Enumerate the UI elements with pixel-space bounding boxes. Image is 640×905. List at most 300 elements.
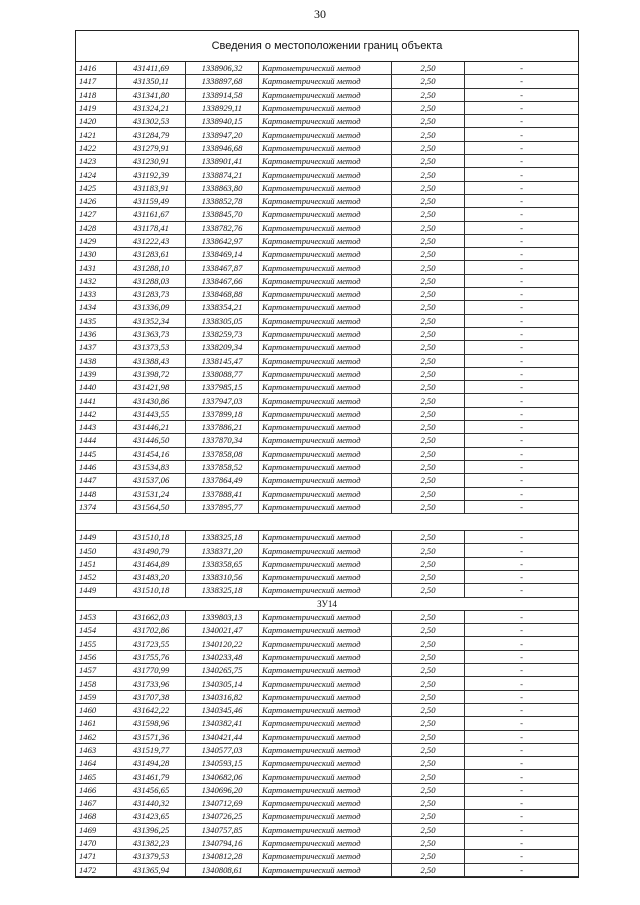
y-coordinate-cell: 1338947,20	[186, 128, 259, 141]
accuracy-cell: 2,50	[392, 717, 465, 730]
y-coordinate-cell: 1338468,88	[186, 288, 259, 301]
note-cell: -	[465, 703, 579, 716]
note-cell: -	[465, 836, 579, 849]
table-row	[76, 584, 578, 597]
method-cell: Картометрический метод	[259, 288, 392, 301]
accuracy-cell: 2,50	[392, 690, 465, 703]
point-number-cell: 1463	[76, 743, 117, 756]
y-coordinate-cell: 1340305,14	[186, 677, 259, 690]
accuracy-cell: 2,50	[392, 624, 465, 637]
table-row	[76, 664, 578, 677]
note-cell: -	[465, 584, 579, 597]
note-cell: -	[465, 823, 579, 836]
method-cell: Картометрический метод	[259, 261, 392, 274]
method-cell: Картометрический метод	[259, 730, 392, 743]
point-number-cell: 1460	[76, 703, 117, 716]
table-row	[76, 544, 578, 557]
point-number-cell: 1468	[76, 810, 117, 823]
table-spacer-row	[76, 514, 578, 531]
x-coordinate-cell: 431464,89	[117, 557, 186, 570]
method-cell: Картометрический метод	[259, 544, 392, 557]
x-coordinate-cell: 431733,96	[117, 677, 186, 690]
table-row	[76, 810, 578, 823]
method-cell: Картометрический метод	[259, 75, 392, 88]
table-row	[76, 531, 578, 544]
accuracy-cell: 2,50	[392, 783, 465, 796]
x-coordinate-cell: 431159,49	[117, 194, 186, 207]
note-cell: -	[465, 288, 579, 301]
y-coordinate-cell: 1338467,66	[186, 274, 259, 287]
x-coordinate-cell: 431411,69	[117, 62, 186, 75]
y-coordinate-cell: 1340712,69	[186, 797, 259, 810]
method-cell: Картометрический метод	[259, 367, 392, 380]
note-cell: -	[465, 155, 579, 168]
y-coordinate-cell: 1338914,58	[186, 88, 259, 101]
method-cell: Картометрический метод	[259, 487, 392, 500]
y-coordinate-cell: 1338209,34	[186, 341, 259, 354]
table-row	[76, 194, 578, 207]
table-row	[76, 570, 578, 583]
table-row	[76, 557, 578, 570]
x-coordinate-cell: 431430,86	[117, 394, 186, 407]
x-coordinate-cell: 431446,21	[117, 421, 186, 434]
x-coordinate-cell: 431443,55	[117, 407, 186, 420]
table-row	[76, 677, 578, 690]
method-cell: Картометрический метод	[259, 447, 392, 460]
note-cell: -	[465, 381, 579, 394]
accuracy-cell: 2,50	[392, 341, 465, 354]
y-coordinate-cell: 1340120,22	[186, 637, 259, 650]
table-row	[76, 327, 578, 340]
note-cell: -	[465, 168, 579, 181]
point-number-cell: 1441	[76, 394, 117, 407]
table-row	[76, 234, 578, 247]
accuracy-cell: 2,50	[392, 234, 465, 247]
table-row	[76, 823, 578, 836]
accuracy-cell: 2,50	[392, 221, 465, 234]
point-number-cell: 1439	[76, 367, 117, 380]
accuracy-cell: 2,50	[392, 421, 465, 434]
method-cell: Картометрический метод	[259, 234, 392, 247]
accuracy-cell: 2,50	[392, 610, 465, 623]
note-cell: -	[465, 141, 579, 154]
accuracy-cell: 2,50	[392, 128, 465, 141]
table-row	[76, 637, 578, 650]
y-coordinate-cell: 1337886,21	[186, 421, 259, 434]
section-label: ЗУ14	[76, 597, 578, 610]
table-row	[76, 690, 578, 703]
method-cell: Картометрический метод	[259, 88, 392, 101]
method-cell: Картометрический метод	[259, 155, 392, 168]
y-coordinate-cell: 1338354,21	[186, 301, 259, 314]
point-number-cell: 1445	[76, 447, 117, 460]
method-cell: Картометрический метод	[259, 570, 392, 583]
method-cell: Картометрический метод	[259, 823, 392, 836]
y-coordinate-cell: 1340808,61	[186, 863, 259, 876]
x-coordinate-cell: 431396,25	[117, 823, 186, 836]
point-number-cell: 1451	[76, 557, 117, 570]
table-title: Сведения о местоположении границ объекта	[76, 31, 578, 62]
accuracy-cell: 2,50	[392, 850, 465, 863]
x-coordinate-cell: 431388,43	[117, 354, 186, 367]
y-coordinate-cell: 1338642,97	[186, 234, 259, 247]
y-coordinate-cell: 1340316,82	[186, 690, 259, 703]
accuracy-cell: 2,50	[392, 314, 465, 327]
point-number-cell: 1450	[76, 544, 117, 557]
table-row	[76, 101, 578, 114]
x-coordinate-cell: 431183,91	[117, 181, 186, 194]
y-coordinate-cell: 1340233,48	[186, 650, 259, 663]
accuracy-cell: 2,50	[392, 194, 465, 207]
method-cell: Картометрический метод	[259, 62, 392, 75]
note-cell: -	[465, 487, 579, 500]
y-coordinate-cell: 1338901,41	[186, 155, 259, 168]
x-coordinate-cell: 431598,96	[117, 717, 186, 730]
note-cell: -	[465, 570, 579, 583]
table-row	[76, 181, 578, 194]
x-coordinate-cell: 431564,50	[117, 500, 186, 513]
method-cell: Картометрический метод	[259, 168, 392, 181]
note-cell: -	[465, 208, 579, 221]
x-coordinate-cell: 431490,79	[117, 544, 186, 557]
y-coordinate-cell: 1338782,76	[186, 221, 259, 234]
point-number-cell: 1461	[76, 717, 117, 730]
method-cell: Картометрический метод	[259, 181, 392, 194]
accuracy-cell: 2,50	[392, 288, 465, 301]
x-coordinate-cell: 431192,39	[117, 168, 186, 181]
point-number-cell: 1433	[76, 288, 117, 301]
note-cell: -	[465, 434, 579, 447]
point-number-cell: 1427	[76, 208, 117, 221]
point-number-cell: 1434	[76, 301, 117, 314]
point-number-cell: 1442	[76, 407, 117, 420]
point-number-cell: 1422	[76, 141, 117, 154]
y-coordinate-cell: 1338325,18	[186, 531, 259, 544]
note-cell: -	[465, 757, 579, 770]
accuracy-cell: 2,50	[392, 500, 465, 513]
point-number-cell: 1455	[76, 637, 117, 650]
point-number-cell: 1419	[76, 101, 117, 114]
y-coordinate-cell: 1339803,13	[186, 610, 259, 623]
point-number-cell: 1437	[76, 341, 117, 354]
method-cell: Картометрический метод	[259, 650, 392, 663]
point-number-cell: 1449	[76, 531, 117, 544]
point-number-cell: 1423	[76, 155, 117, 168]
point-number-cell: 1471	[76, 850, 117, 863]
x-coordinate-cell: 431279,91	[117, 141, 186, 154]
method-cell: Картометрический метод	[259, 810, 392, 823]
note-cell: -	[465, 274, 579, 287]
y-coordinate-cell: 1338305,05	[186, 314, 259, 327]
x-coordinate-cell: 431571,36	[117, 730, 186, 743]
method-cell: Картометрический метод	[259, 717, 392, 730]
point-number-cell: 1430	[76, 248, 117, 261]
y-coordinate-cell: 1338906,32	[186, 62, 259, 75]
table-row	[76, 500, 578, 513]
accuracy-cell: 2,50	[392, 155, 465, 168]
y-coordinate-cell: 1338088,77	[186, 367, 259, 380]
x-coordinate-cell: 431373,53	[117, 341, 186, 354]
note-cell: -	[465, 743, 579, 756]
y-coordinate-cell: 1338897,68	[186, 75, 259, 88]
note-cell: -	[465, 75, 579, 88]
accuracy-cell: 2,50	[392, 434, 465, 447]
x-coordinate-cell: 431350,11	[117, 75, 186, 88]
note-cell: -	[465, 500, 579, 513]
point-number-cell: 1428	[76, 221, 117, 234]
y-coordinate-cell: 1337895,77	[186, 500, 259, 513]
table-row	[76, 75, 578, 88]
accuracy-cell: 2,50	[392, 703, 465, 716]
table-row	[76, 248, 578, 261]
note-cell: -	[465, 650, 579, 663]
y-coordinate-cell: 1338863,80	[186, 181, 259, 194]
method-cell: Картометрический метод	[259, 770, 392, 783]
note-cell: -	[465, 314, 579, 327]
method-cell: Картометрический метод	[259, 474, 392, 487]
note-cell: -	[465, 770, 579, 783]
x-coordinate-cell: 431642,22	[117, 703, 186, 716]
method-cell: Картометрический метод	[259, 194, 392, 207]
page-number: 30	[314, 7, 326, 21]
point-number-cell: 1426	[76, 194, 117, 207]
x-coordinate-cell: 431283,61	[117, 248, 186, 261]
accuracy-cell: 2,50	[392, 664, 465, 677]
accuracy-cell: 2,50	[392, 474, 465, 487]
x-coordinate-cell: 431421,98	[117, 381, 186, 394]
boundary-coordinates-table	[76, 62, 578, 877]
y-coordinate-cell: 1337870,34	[186, 434, 259, 447]
method-cell: Картометрический метод	[259, 610, 392, 623]
table-row	[76, 88, 578, 101]
accuracy-cell: 2,50	[392, 743, 465, 756]
note-cell: -	[465, 637, 579, 650]
boundary-table-container	[75, 30, 579, 878]
y-coordinate-cell: 1337985,15	[186, 381, 259, 394]
note-cell: -	[465, 394, 579, 407]
accuracy-cell: 2,50	[392, 570, 465, 583]
method-cell: Картометрический метод	[259, 677, 392, 690]
note-cell: -	[465, 261, 579, 274]
table-row	[76, 394, 578, 407]
table-row	[76, 381, 578, 394]
accuracy-cell: 2,50	[392, 181, 465, 194]
table-row	[76, 115, 578, 128]
point-number-cell: 1446	[76, 460, 117, 473]
note-cell: -	[465, 367, 579, 380]
y-coordinate-cell: 1337947,03	[186, 394, 259, 407]
note-cell: -	[465, 810, 579, 823]
method-cell: Картометрический метод	[259, 301, 392, 314]
accuracy-cell: 2,50	[392, 367, 465, 380]
note-cell: -	[465, 354, 579, 367]
x-coordinate-cell: 431379,53	[117, 850, 186, 863]
note-cell: -	[465, 460, 579, 473]
y-coordinate-cell: 1337858,52	[186, 460, 259, 473]
method-cell: Картометрический метод	[259, 434, 392, 447]
accuracy-cell: 2,50	[392, 394, 465, 407]
method-cell: Картометрический метод	[259, 248, 392, 261]
y-coordinate-cell: 1340757,85	[186, 823, 259, 836]
method-cell: Картометрический метод	[259, 208, 392, 221]
y-coordinate-cell: 1340345,46	[186, 703, 259, 716]
x-coordinate-cell: 431222,43	[117, 234, 186, 247]
x-coordinate-cell: 431510,18	[117, 531, 186, 544]
accuracy-cell: 2,50	[392, 101, 465, 114]
table-row	[76, 434, 578, 447]
point-number-cell: 1447	[76, 474, 117, 487]
table-row	[76, 743, 578, 756]
point-number-cell: 1470	[76, 836, 117, 849]
y-coordinate-cell: 1337899,18	[186, 407, 259, 420]
note-cell: -	[465, 421, 579, 434]
note-cell: -	[465, 101, 579, 114]
method-cell: Картометрический метод	[259, 836, 392, 849]
method-cell: Картометрический метод	[259, 327, 392, 340]
accuracy-cell: 2,50	[392, 274, 465, 287]
table-row	[76, 836, 578, 849]
note-cell: -	[465, 128, 579, 141]
y-coordinate-cell: 1338325,18	[186, 584, 259, 597]
method-cell: Картометрический метод	[259, 460, 392, 473]
method-cell: Картометрический метод	[259, 797, 392, 810]
table-row	[76, 62, 578, 75]
x-coordinate-cell: 431461,79	[117, 770, 186, 783]
x-coordinate-cell: 431423,65	[117, 810, 186, 823]
y-coordinate-cell: 1338929,11	[186, 101, 259, 114]
x-coordinate-cell: 431352,34	[117, 314, 186, 327]
y-coordinate-cell: 1337888,41	[186, 487, 259, 500]
table-row	[76, 274, 578, 287]
y-coordinate-cell: 1338145,47	[186, 354, 259, 367]
point-number-cell: 1431	[76, 261, 117, 274]
method-cell: Картометрический метод	[259, 757, 392, 770]
note-cell: -	[465, 474, 579, 487]
table-row	[76, 624, 578, 637]
table-row	[76, 261, 578, 274]
accuracy-cell: 2,50	[392, 248, 465, 261]
point-number-cell: 1464	[76, 757, 117, 770]
note-cell: -	[465, 234, 579, 247]
method-cell: Картометрический метод	[259, 221, 392, 234]
point-number-cell: 1453	[76, 610, 117, 623]
y-coordinate-cell: 1338371,20	[186, 544, 259, 557]
table-row	[76, 155, 578, 168]
point-number-cell: 1418	[76, 88, 117, 101]
x-coordinate-cell: 431178,41	[117, 221, 186, 234]
table-row	[76, 757, 578, 770]
y-coordinate-cell: 1338845,70	[186, 208, 259, 221]
table-row	[76, 474, 578, 487]
point-number-cell: 1436	[76, 327, 117, 340]
note-cell: -	[465, 301, 579, 314]
accuracy-cell: 2,50	[392, 62, 465, 75]
note-cell: -	[465, 194, 579, 207]
x-coordinate-cell: 431440,32	[117, 797, 186, 810]
point-number-cell: 1443	[76, 421, 117, 434]
x-coordinate-cell: 431382,23	[117, 836, 186, 849]
accuracy-cell: 2,50	[392, 810, 465, 823]
table-row	[76, 301, 578, 314]
point-number-cell: 1448	[76, 487, 117, 500]
note-cell: -	[465, 248, 579, 261]
point-number-cell: 1438	[76, 354, 117, 367]
method-cell: Картометрический метод	[259, 850, 392, 863]
table-row	[76, 650, 578, 663]
note-cell: -	[465, 850, 579, 863]
table-row	[76, 863, 578, 876]
point-number-cell: 1454	[76, 624, 117, 637]
table-row	[76, 783, 578, 796]
table-row	[76, 168, 578, 181]
point-number-cell: 1465	[76, 770, 117, 783]
accuracy-cell: 2,50	[392, 487, 465, 500]
x-coordinate-cell: 431534,83	[117, 460, 186, 473]
table-row	[76, 610, 578, 623]
point-number-cell: 1456	[76, 650, 117, 663]
point-number-cell: 1459	[76, 690, 117, 703]
accuracy-cell: 2,50	[392, 407, 465, 420]
x-coordinate-cell: 431288,03	[117, 274, 186, 287]
note-cell: -	[465, 181, 579, 194]
x-coordinate-cell: 431494,28	[117, 757, 186, 770]
y-coordinate-cell: 1340421,44	[186, 730, 259, 743]
method-cell: Картометрический метод	[259, 274, 392, 287]
method-cell: Картометрический метод	[259, 664, 392, 677]
x-coordinate-cell: 431755,76	[117, 650, 186, 663]
note-cell: -	[465, 690, 579, 703]
method-cell: Картометрический метод	[259, 115, 392, 128]
method-cell: Картометрический метод	[259, 557, 392, 570]
accuracy-cell: 2,50	[392, 115, 465, 128]
y-coordinate-cell: 1340265,75	[186, 664, 259, 677]
point-number-cell: 1449	[76, 584, 117, 597]
accuracy-cell: 2,50	[392, 447, 465, 460]
note-cell: -	[465, 730, 579, 743]
table-row	[76, 703, 578, 716]
y-coordinate-cell: 1337858,08	[186, 447, 259, 460]
accuracy-cell: 2,50	[392, 531, 465, 544]
point-number-cell: 1472	[76, 863, 117, 876]
accuracy-cell: 2,50	[392, 141, 465, 154]
accuracy-cell: 2,50	[392, 730, 465, 743]
point-number-cell: 1425	[76, 181, 117, 194]
note-cell: -	[465, 664, 579, 677]
table-row	[76, 354, 578, 367]
x-coordinate-cell: 431324,21	[117, 101, 186, 114]
y-coordinate-cell: 1338874,21	[186, 168, 259, 181]
accuracy-cell: 2,50	[392, 557, 465, 570]
table-row	[76, 314, 578, 327]
method-cell: Картометрический метод	[259, 381, 392, 394]
point-number-cell: 1458	[76, 677, 117, 690]
point-number-cell: 1432	[76, 274, 117, 287]
method-cell: Картометрический метод	[259, 341, 392, 354]
point-number-cell: 1444	[76, 434, 117, 447]
y-coordinate-cell: 1338940,15	[186, 115, 259, 128]
method-cell: Картометрический метод	[259, 141, 392, 154]
accuracy-cell: 2,50	[392, 381, 465, 394]
table-row	[76, 341, 578, 354]
method-cell: Картометрический метод	[259, 128, 392, 141]
point-number-cell: 1457	[76, 664, 117, 677]
table-row	[76, 208, 578, 221]
method-cell: Картометрический метод	[259, 624, 392, 637]
note-cell: -	[465, 677, 579, 690]
x-coordinate-cell: 431662,03	[117, 610, 186, 623]
accuracy-cell: 2,50	[392, 584, 465, 597]
x-coordinate-cell: 431288,10	[117, 261, 186, 274]
